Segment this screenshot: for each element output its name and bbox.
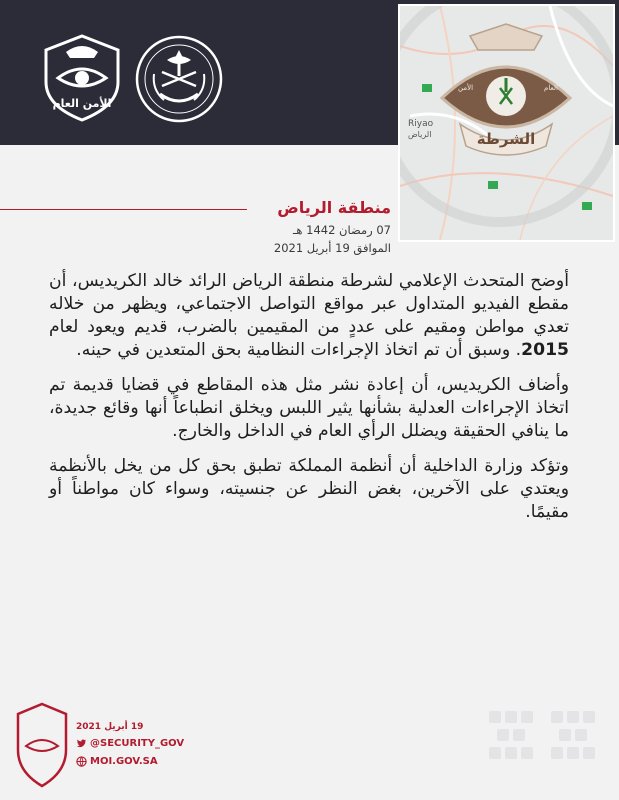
region-title: منطقة الرياض — [277, 198, 391, 217]
badge-small-left: الأمن — [458, 84, 474, 92]
public-security-logo — [36, 32, 128, 124]
footer-date: 19 أبريل 2021 — [76, 722, 144, 732]
badge-small-right: العام — [544, 84, 558, 92]
globe-icon — [76, 756, 87, 767]
footer-shield-icon — [14, 700, 70, 790]
paragraph-1 — [49, 270, 569, 362]
map-label-ar: الرياض — [408, 130, 432, 139]
p1-year: 2015 — [521, 340, 569, 360]
twitter-icon — [76, 738, 87, 749]
paragraph-2: وأضاف الكريديس، أن إعادة نشر مثل هذه المقاطع في قضايا قديمة تم اتخاذ الإجراءات العدلية بشأنها يثير اللبس ويخلق انطباعاً أنها وقائع جديدة، ما ينافي الحقيقة ويضلل الرأي العام في الداخل والخارج. — [49, 375, 569, 441]
hijri-date: 07 رمضان 1442 هـ — [293, 223, 391, 237]
logo-text: الأمن العام — [52, 97, 112, 110]
twitter-handle-row[interactable] — [76, 738, 184, 749]
map-background — [400, 6, 613, 240]
police-badge-photo — [398, 4, 615, 242]
website-row[interactable] — [76, 756, 158, 767]
badge-text: الشرطة — [476, 130, 536, 148]
p1-text-end: . وسبق أن تم اتخاذ الإجراءات النظامية بحق المتعدين في حينه. — [76, 340, 522, 360]
twitter-handle: @SECURITY_GOV — [90, 738, 185, 749]
moi-emblem-logo — [134, 34, 224, 124]
website-url: MOI.GOV.SA — [90, 756, 158, 767]
map-label-en: Riyao — [408, 119, 434, 129]
statement-body — [49, 270, 569, 536]
gregorian-date: الموافق 19 أبريل 2021 — [273, 241, 391, 255]
accent-divider — [0, 209, 247, 210]
paragraph-3: وتؤكد وزارة الداخلية أن أنظمة المملكة تطبق بحق كل من يخل بالأنظمة ويعتدي على الآخرين، بغض النظر عن جنسيته، وسواء كان مواطناً أو مقيمًا. — [49, 456, 569, 522]
decorative-pattern — [489, 711, 599, 773]
p1-text: أوضح المتحدث الإعلامي لشرطة منطقة الرياض الرائد خالد الكريديس، أن مقطع الفيديو المتداول عبر مواقع التواصل الاجتماعي، ويظهر من خلاله تعدي مواطن ومقيم على عددٍ من المقيمين بالضرب، قديم ويعود لعام — [49, 271, 569, 337]
